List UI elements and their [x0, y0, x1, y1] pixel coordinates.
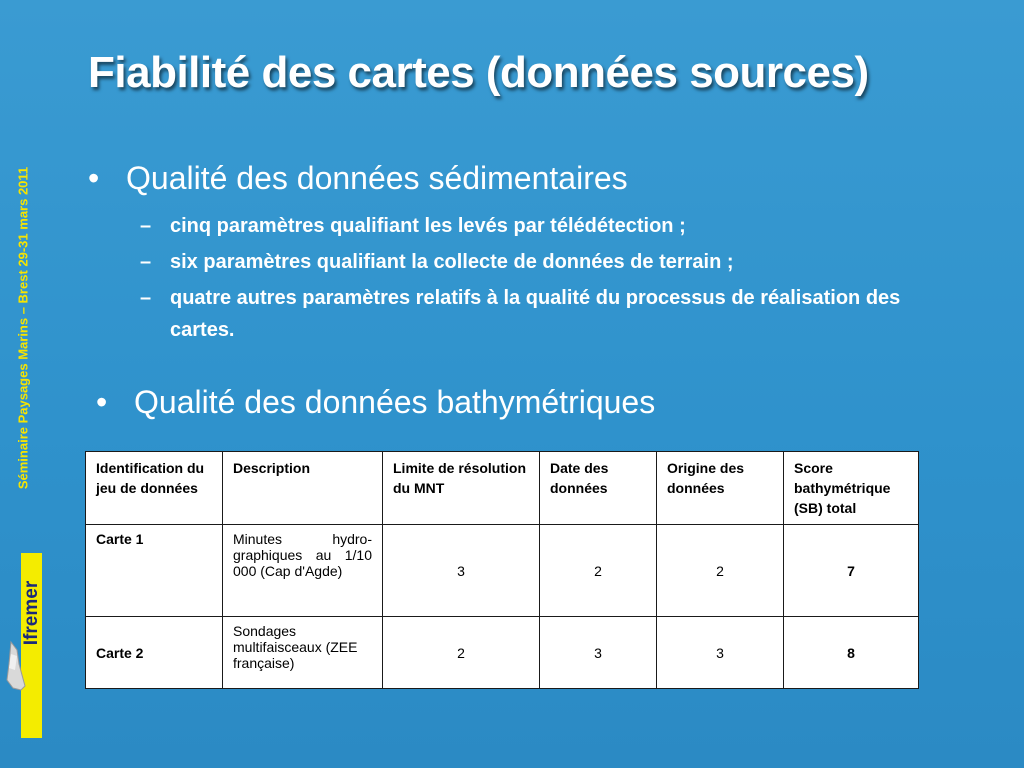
- table-cell: Sondages multifaisceaux (ZEE française): [223, 617, 383, 689]
- sub-item-text: six paramètres qualifiant la collecte de données de terrain ;: [170, 251, 734, 273]
- table-header-cell: Score bathymétrique (SB) total: [784, 452, 919, 525]
- bathymetry-table: [85, 451, 919, 689]
- table-cell: 2: [657, 525, 784, 617]
- dash-icon: –: [140, 251, 152, 273]
- table-header-cell: Limite de résolution du MNT: [383, 452, 540, 525]
- table-row: [86, 617, 919, 689]
- slide-title: Fiabilité des cartes (données sources): [88, 48, 869, 97]
- table-cell: 8: [784, 617, 919, 689]
- sub-item-text: cinq paramètres qualifiant les levés par télédétection ;: [170, 215, 686, 237]
- table-header-row: [86, 452, 919, 525]
- side-caption: [10, 148, 36, 508]
- table-header-cell: Origine des données: [657, 452, 784, 525]
- table-cell: Carte 2: [86, 617, 223, 689]
- table-header-cell: Date des données: [540, 452, 657, 525]
- dash-icon: –: [140, 215, 152, 237]
- bullet-sedimentary-text: Qualité des données sédimentaires: [126, 160, 628, 196]
- table-cell: 2: [540, 525, 657, 617]
- sub-item: [140, 210, 940, 242]
- table-header-cell: Identification du jeu de données: [86, 452, 223, 525]
- table-cell: 7: [784, 525, 919, 617]
- bullet-sedimentary: [88, 160, 628, 197]
- table-cell: 3: [540, 617, 657, 689]
- table-cell: Minutes hydro-graphiques au 1/10 000 (Cap d'Agde): [223, 525, 383, 617]
- sedimentary-sub-list: [140, 210, 940, 346]
- dash-icon: –: [140, 287, 152, 309]
- bullet-bathymetric: [96, 384, 655, 421]
- table-header-cell: Description: [223, 452, 383, 525]
- table-row: [86, 525, 919, 617]
- logo-text: Ifremer: [20, 580, 42, 646]
- ifremer-logo-icon: [5, 640, 27, 692]
- sub-item: [140, 246, 940, 278]
- table-cell: 2: [383, 617, 540, 689]
- table-cell: 3: [657, 617, 784, 689]
- bullet-dot: •: [88, 160, 100, 196]
- table-cell: Carte 1: [86, 525, 223, 617]
- sub-item-text: quatre autres paramètres relatifs à la qualité du processus de réalisation des cartes.: [170, 287, 901, 341]
- bullet-dot: •: [96, 384, 108, 420]
- side-caption-text: Séminaire Paysages Marins – Brest 29-31 mars 2011: [15, 166, 31, 490]
- bathymetry-table-wrap: [85, 451, 919, 689]
- table-cell: 3: [383, 525, 540, 617]
- sub-item: [140, 282, 940, 346]
- bullet-bathymetric-text: Qualité des données bathymétriques: [134, 384, 656, 420]
